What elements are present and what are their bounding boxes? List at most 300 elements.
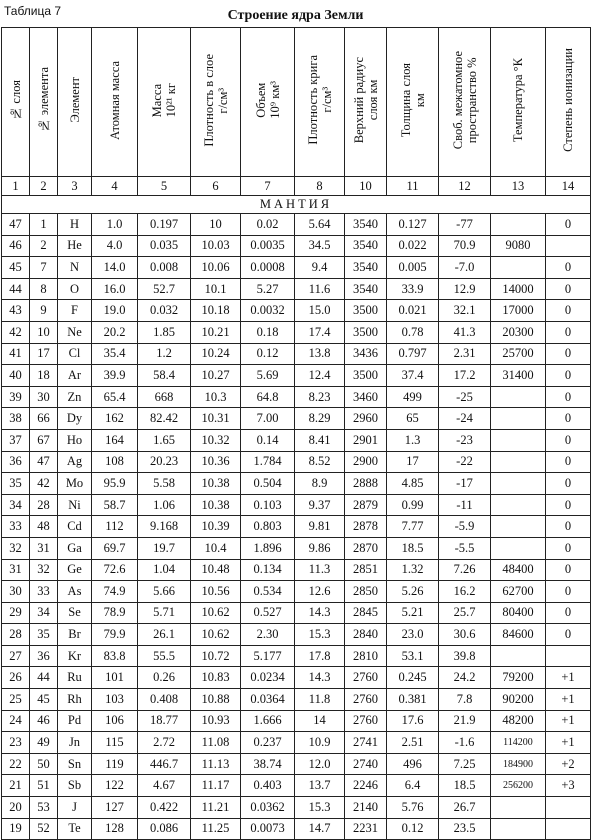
table-cell: +1	[546, 710, 591, 732]
table-cell: 13.7	[295, 775, 345, 797]
table-row	[2, 386, 591, 408]
table-cell: 10.62	[191, 602, 241, 624]
table-cell: 11.13	[191, 753, 241, 775]
table-cell: 10.9	[295, 732, 345, 754]
table-cell: Ga	[58, 537, 92, 559]
table-cell: Cd	[58, 516, 92, 538]
table-cell: 5.26	[387, 581, 439, 603]
table-cell: 1.32	[387, 559, 439, 581]
earth-core-table	[1, 27, 591, 840]
table-cell: 0	[546, 408, 591, 430]
table-cell: 65	[387, 408, 439, 430]
table-cell: Ne	[58, 321, 92, 343]
table-cell: 33.9	[387, 278, 439, 300]
table-cell	[491, 516, 546, 538]
table-cell	[491, 494, 546, 516]
table-cell: 101	[92, 667, 138, 689]
table-cell: 19.0	[92, 300, 138, 322]
table-cell: 127	[92, 797, 138, 819]
table-cell: 0.0364	[241, 689, 295, 711]
table-cell: 16.0	[92, 278, 138, 300]
table-cell: 18.5	[439, 775, 491, 797]
table-cell: 19.7	[138, 537, 191, 559]
table-cell: 446.7	[138, 753, 191, 775]
table-cell: 42	[30, 473, 58, 495]
header-cell: Плотность в слое г/см³	[191, 28, 241, 177]
table-cell: Rh	[58, 689, 92, 711]
column-number: 12	[439, 177, 491, 196]
table-cell: 38	[2, 408, 30, 430]
table-row	[2, 408, 591, 430]
table-cell: 34	[2, 494, 30, 516]
table-cell: 10	[30, 321, 58, 343]
table-cell: 2.30	[241, 624, 295, 646]
table-cell: 95.9	[92, 473, 138, 495]
table-cell: 3540	[345, 235, 387, 257]
table-row	[2, 645, 591, 667]
table-cell: 2.31	[439, 343, 491, 365]
table-row	[2, 300, 591, 322]
table-cell: 122	[92, 775, 138, 797]
table-cell: Sb	[58, 775, 92, 797]
table-cell	[491, 429, 546, 451]
table-cell: 32	[2, 537, 30, 559]
table-cell: 43	[2, 300, 30, 322]
table-cell: 10.38	[191, 494, 241, 516]
header-cell: Толщина слоя км	[387, 28, 439, 177]
table-cell: 164	[92, 429, 138, 451]
table-cell: +1	[546, 732, 591, 754]
table-cell: 8.41	[295, 429, 345, 451]
table-cell: 3540	[345, 214, 387, 236]
column-number: 10	[345, 177, 387, 196]
table-row	[2, 537, 591, 559]
table-cell: 14	[295, 710, 345, 732]
table-cell: 64.8	[241, 386, 295, 408]
table-cell: 34.5	[295, 235, 345, 257]
table-cell: 15.3	[295, 624, 345, 646]
table-cell: 17.2	[439, 365, 491, 387]
table-cell: 17000	[491, 300, 546, 322]
table-cell: 1.85	[138, 321, 191, 343]
table-cell: 0.408	[138, 689, 191, 711]
table-cell: 2246	[345, 775, 387, 797]
table-cell: 0.534	[241, 581, 295, 603]
table-row	[2, 689, 591, 711]
table-cell: 17.4	[295, 321, 345, 343]
table-cell: 3540	[345, 257, 387, 279]
table-cell: 7	[30, 257, 58, 279]
table-cell: 0	[546, 451, 591, 473]
table-cell: 11.21	[191, 797, 241, 819]
table-cell: 3436	[345, 343, 387, 365]
table-cell: 47	[30, 451, 58, 473]
table-cell: 0.032	[138, 300, 191, 322]
header-cell: Верхний радиус слоя км	[345, 28, 387, 177]
table-cell: 0	[546, 343, 591, 365]
table-cell: 10.39	[191, 516, 241, 538]
table-cell: 37	[2, 429, 30, 451]
table-cell: 41.3	[439, 321, 491, 343]
table-cell: 83.8	[92, 645, 138, 667]
table-cell: Ge	[58, 559, 92, 581]
table-cell: 28	[2, 624, 30, 646]
table-cell: 8.23	[295, 386, 345, 408]
table-row	[2, 624, 591, 646]
table-cell: 24.2	[439, 667, 491, 689]
table-cell: 5.64	[295, 214, 345, 236]
table-cell: Ni	[58, 494, 92, 516]
table-row	[2, 343, 591, 365]
table-cell: 11.3	[295, 559, 345, 581]
table-cell: +1	[546, 689, 591, 711]
table-cell: 8.29	[295, 408, 345, 430]
table-cell: 10.36	[191, 451, 241, 473]
table-row	[2, 710, 591, 732]
table-cell	[546, 645, 591, 667]
table-cell: 47	[2, 214, 30, 236]
table-cell: 0.134	[241, 559, 295, 581]
table-cell: 0	[546, 516, 591, 538]
table-cell: 10.48	[191, 559, 241, 581]
table-cell: 0	[546, 494, 591, 516]
table-cell: 36	[2, 451, 30, 473]
table-cell: 1.896	[241, 537, 295, 559]
table-cell: 0.021	[387, 300, 439, 322]
table-cell: Zn	[58, 386, 92, 408]
table-cell: 4.0	[92, 235, 138, 257]
table-cell: 0	[546, 537, 591, 559]
table-cell: Kr	[58, 645, 92, 667]
column-number: 5	[138, 177, 191, 196]
table-cell: 10.03	[191, 235, 241, 257]
table-cell: 1.3	[387, 429, 439, 451]
table-cell: 10.83	[191, 667, 241, 689]
table-cell: -1.6	[439, 732, 491, 754]
table-cell	[491, 257, 546, 279]
table-cell: 18.77	[138, 710, 191, 732]
header-cell: Температура °К	[491, 28, 546, 177]
table-cell: 0.381	[387, 689, 439, 711]
table-cell: 20.23	[138, 451, 191, 473]
table-cell: 20.2	[92, 321, 138, 343]
table-cell: 2.72	[138, 732, 191, 754]
table-cell: 19	[2, 818, 30, 840]
table-cell: -25	[439, 386, 491, 408]
table-cell: 0.008	[138, 257, 191, 279]
table-cell: 2879	[345, 494, 387, 516]
table-cell: Ho	[58, 429, 92, 451]
table-title: Строение ядра Земли	[227, 8, 364, 23]
table-cell: 0	[546, 581, 591, 603]
table-cell: 8.9	[295, 473, 345, 495]
table-cell	[491, 645, 546, 667]
table-cell: 1.04	[138, 559, 191, 581]
table-cell: 0.237	[241, 732, 295, 754]
table-cell: 0.14	[241, 429, 295, 451]
table-cell: 33	[30, 581, 58, 603]
table-cell: 2901	[345, 429, 387, 451]
table-row	[2, 473, 591, 495]
table-cell: 15.0	[295, 300, 345, 322]
table-cell: 36	[30, 645, 58, 667]
header-cell: Степень ионизации	[546, 28, 591, 177]
table-cell: He	[58, 235, 92, 257]
table-cell: 20	[2, 797, 30, 819]
table-cell: 3540	[345, 278, 387, 300]
table-cell: 38.74	[241, 753, 295, 775]
table-cell: Sn	[58, 753, 92, 775]
table-row	[2, 235, 591, 257]
table-cell: 0.103	[241, 494, 295, 516]
table-cell: 17	[30, 343, 58, 365]
table-cell: 1	[30, 214, 58, 236]
table-cell: 162	[92, 408, 138, 430]
table-cell: 0	[546, 257, 591, 279]
table-cell: 23	[2, 732, 30, 754]
table-cell: 14000	[491, 278, 546, 300]
table-cell: 16.2	[439, 581, 491, 603]
table-cell: 12.0	[295, 753, 345, 775]
header-cell: Масса 10²¹ кг	[138, 28, 191, 177]
table-cell: 31400	[491, 365, 546, 387]
table-cell: 48	[30, 516, 58, 538]
table-cell: 4.67	[138, 775, 191, 797]
table-cell: 1.666	[241, 710, 295, 732]
table-cell: 18	[30, 365, 58, 387]
table-cell: 41	[2, 343, 30, 365]
table-cell: 2960	[345, 408, 387, 430]
table-cell: 10.06	[191, 257, 241, 279]
table-cell: 184900	[491, 753, 546, 775]
table-cell: Br	[58, 624, 92, 646]
table-cell: 0.0032	[241, 300, 295, 322]
table-cell: -5.5	[439, 537, 491, 559]
table-cell: 45	[2, 257, 30, 279]
table-cell: 0.797	[387, 343, 439, 365]
table-cell: 13.8	[295, 343, 345, 365]
table-cell: 26.7	[439, 797, 491, 819]
table-row	[2, 321, 591, 343]
table-cell: 17	[387, 451, 439, 473]
table-cell: -5.9	[439, 516, 491, 538]
table-cell: 14.3	[295, 667, 345, 689]
table-cell: 5.76	[387, 797, 439, 819]
table-cell: 23.5	[439, 818, 491, 840]
table-cell: 34	[30, 602, 58, 624]
table-cell: 5.27	[241, 278, 295, 300]
table-cell: 29	[2, 602, 30, 624]
table-cell: 10.3	[191, 386, 241, 408]
table-cell: 14.0	[92, 257, 138, 279]
column-number: 4	[92, 177, 138, 196]
table-cell: J	[58, 797, 92, 819]
table-cell: 2870	[345, 537, 387, 559]
table-cell: 0.022	[387, 235, 439, 257]
header-cell: Плотность крига г/см³	[295, 28, 345, 177]
table-cell: Te	[58, 818, 92, 840]
table-cell: 90200	[491, 689, 546, 711]
column-number: 8	[295, 177, 345, 196]
header-cell: № слоя	[2, 28, 30, 177]
table-cell: 48200	[491, 710, 546, 732]
table-cell: 2850	[345, 581, 387, 603]
column-number: 11	[387, 177, 439, 196]
table-cell: 2740	[345, 753, 387, 775]
table-cell: 21.9	[439, 710, 491, 732]
table-cell: 17.6	[387, 710, 439, 732]
table-cell: 45	[30, 689, 58, 711]
table-cell: O	[58, 278, 92, 300]
table-cell: +3	[546, 775, 591, 797]
table-cell: 115	[92, 732, 138, 754]
table-cell: 1.2	[138, 343, 191, 365]
table-cell: 9.4	[295, 257, 345, 279]
header-cell: Объем 10⁹ км³	[241, 28, 295, 177]
table-cell: 9.37	[295, 494, 345, 516]
table-cell: 10.21	[191, 321, 241, 343]
table-cell: 2900	[345, 451, 387, 473]
table-cell: 3500	[345, 365, 387, 387]
table-cell: 7.77	[387, 516, 439, 538]
table-cell: 17.8	[295, 645, 345, 667]
table-cell	[491, 386, 546, 408]
table-cell: 40	[2, 365, 30, 387]
table-caption: Таблица 7	[4, 4, 62, 18]
table-cell: 65.4	[92, 386, 138, 408]
table-cell	[546, 818, 591, 840]
table-cell: 69.7	[92, 537, 138, 559]
section-row	[2, 196, 591, 214]
table-cell: -17	[439, 473, 491, 495]
table-cell: 39.8	[439, 645, 491, 667]
table-cell: -22	[439, 451, 491, 473]
table-cell: 10.18	[191, 300, 241, 322]
table-cell: 11.08	[191, 732, 241, 754]
table-cell	[491, 818, 546, 840]
table-cell: 48400	[491, 559, 546, 581]
table-cell: 0.005	[387, 257, 439, 279]
table-cell: 0.0008	[241, 257, 295, 279]
table-cell: 0	[546, 278, 591, 300]
table-cell: 0	[546, 559, 591, 581]
table-cell: 496	[387, 753, 439, 775]
table-cell: 10.38	[191, 473, 241, 495]
table-cell: 37.4	[387, 365, 439, 387]
table-cell: 11.17	[191, 775, 241, 797]
table-cell: 50	[30, 753, 58, 775]
table-cell: 2760	[345, 710, 387, 732]
table-cell	[491, 214, 546, 236]
table-cell: 499	[387, 386, 439, 408]
table-row	[2, 214, 591, 236]
table-cell: 67	[30, 429, 58, 451]
table-cell: 9.86	[295, 537, 345, 559]
table-cell: 0.245	[387, 667, 439, 689]
table-cell: 0.18	[241, 321, 295, 343]
table-cell	[491, 451, 546, 473]
table-cell: -23	[439, 429, 491, 451]
table-cell: 0	[546, 386, 591, 408]
table-cell: 1.0	[92, 214, 138, 236]
table-cell: 22	[2, 753, 30, 775]
table-cell: 10.24	[191, 343, 241, 365]
table-cell	[491, 408, 546, 430]
table-cell: 8.52	[295, 451, 345, 473]
table-cell: 51	[30, 775, 58, 797]
table-cell: 0	[546, 300, 591, 322]
table-cell: 18.5	[387, 537, 439, 559]
table-cell: 7.00	[241, 408, 295, 430]
table-cell: 5.66	[138, 581, 191, 603]
table-cell: 10.1	[191, 278, 241, 300]
table-cell: 128	[92, 818, 138, 840]
table-cell: Se	[58, 602, 92, 624]
table-cell: 10.56	[191, 581, 241, 603]
header-cell: Своб. межатомное пространство %	[439, 28, 491, 177]
table-cell: 112	[92, 516, 138, 538]
table-row	[2, 559, 591, 581]
table-cell: Ar	[58, 365, 92, 387]
table-row	[2, 516, 591, 538]
table-cell: 0.504	[241, 473, 295, 495]
table-row	[2, 667, 591, 689]
table-cell: 79.9	[92, 624, 138, 646]
table-cell: 3460	[345, 386, 387, 408]
table-cell: 0.0362	[241, 797, 295, 819]
header-row	[2, 28, 591, 177]
table-cell: 108	[92, 451, 138, 473]
table-cell: 12.9	[439, 278, 491, 300]
table-cell: 0.26	[138, 667, 191, 689]
table-cell: 119	[92, 753, 138, 775]
table-cell: 668	[138, 386, 191, 408]
table-row	[2, 451, 591, 473]
table-cell: +2	[546, 753, 591, 775]
table-cell: 14.7	[295, 818, 345, 840]
table-cell: 72.6	[92, 559, 138, 581]
table-row	[2, 365, 591, 387]
table-cell: 10.4	[191, 537, 241, 559]
table-cell: H	[58, 214, 92, 236]
table-cell: 9.81	[295, 516, 345, 538]
table-cell: 0.12	[241, 343, 295, 365]
table-row	[2, 818, 591, 840]
table-cell: 9.168	[138, 516, 191, 538]
table-cell: 21	[2, 775, 30, 797]
table-cell: 58.7	[92, 494, 138, 516]
table-cell: 80400	[491, 602, 546, 624]
table-cell: 1.784	[241, 451, 295, 473]
table-cell: 33	[2, 516, 30, 538]
table-cell: 1.06	[138, 494, 191, 516]
column-number: 2	[30, 177, 58, 196]
table-cell: 0.12	[387, 818, 439, 840]
table-cell: As	[58, 581, 92, 603]
table-cell: -11	[439, 494, 491, 516]
table-cell: 2878	[345, 516, 387, 538]
table-cell: 35	[30, 624, 58, 646]
table-row	[2, 429, 591, 451]
header-cell: Атомная масса	[92, 28, 138, 177]
table-cell: 0.127	[387, 214, 439, 236]
header-cell: № элемента	[30, 28, 58, 177]
table-cell: N	[58, 257, 92, 279]
table-cell: 0.0234	[241, 667, 295, 689]
section-label: МАНТИЯ	[2, 196, 591, 214]
table-cell: 62700	[491, 581, 546, 603]
table-cell: 0	[546, 321, 591, 343]
